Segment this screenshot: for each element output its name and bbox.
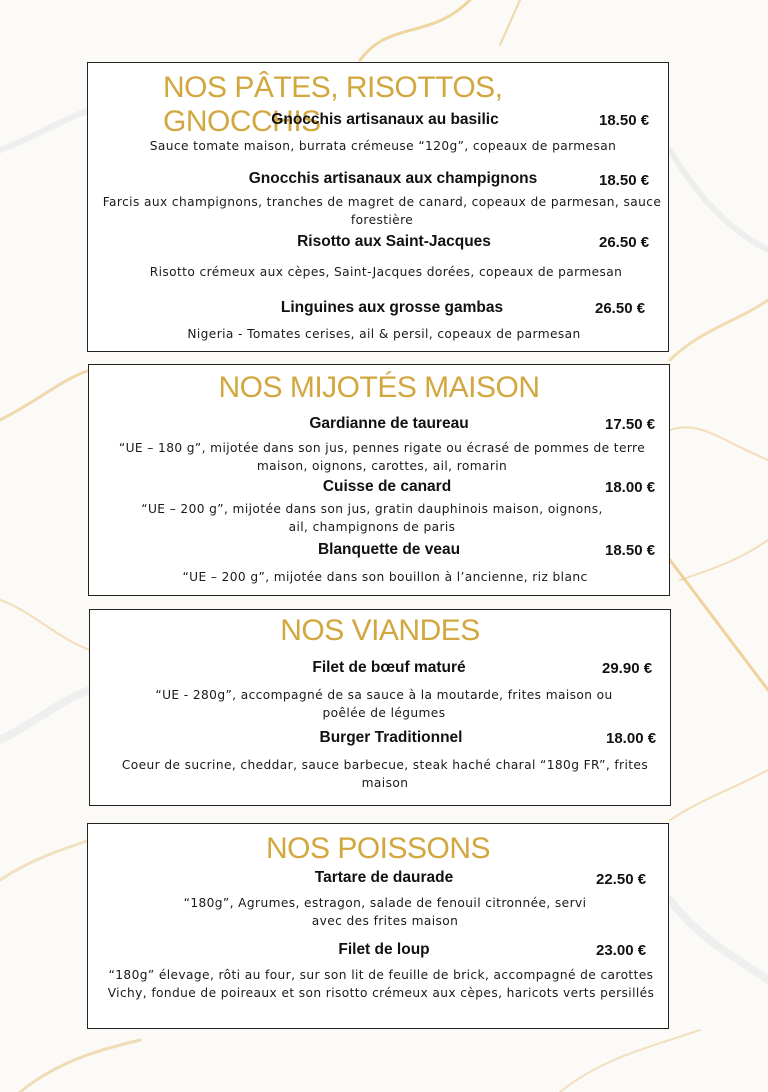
dish-name: Gardianne de taureau — [309, 415, 469, 432]
dish-description: “UE – 200 g”, mijotée dans son jus, gratin dauphinois maison, oignons, ail, champignons de paris — [141, 502, 603, 534]
section-viandes — [89, 609, 671, 806]
dish-name: Gnocchis artisanaux aux champignons — [248, 170, 538, 187]
dish-price: 23.00 € — [596, 942, 647, 959]
dish-price: 17.50 € — [605, 416, 656, 433]
section-pates — [87, 62, 669, 352]
dish-price: 18.50 € — [599, 172, 650, 189]
dish-name: Linguines aux grosse gambas — [280, 299, 504, 316]
dish-price: 22.50 € — [596, 871, 647, 888]
dish-name: Gnocchis artisanaux au basilic — [271, 111, 499, 128]
dish-price: 18.00 € — [606, 730, 657, 747]
dish-description: Nigeria - Tomates cerises, ail & persil, copeaux de parmesan — [187, 327, 581, 341]
dish-name: Filet de bœuf maturé — [312, 659, 466, 676]
dish-name: Risotto aux Saint-Jacques — [297, 233, 491, 250]
section-title: NOS VIANDES — [280, 614, 480, 647]
dish-description: “180g” élevage, rôti au four, sur son lit de feuille de brick, accompagné de carottes Vichy, fondue de poireaux et son risotto crémeux aux cèpes, haricots verts persillés — [107, 968, 655, 1000]
dish-description: “UE – 200 g”, mijotée dans son bouillon à l’ancienne, riz blanc — [182, 570, 588, 584]
dish-name: Filet de loup — [338, 941, 430, 958]
dish-description: “UE – 180 g”, mijotée dans son jus, pennes rigate ou écrasé de pommes de terre maison, oignons, carottes, ail, romarin — [118, 441, 646, 473]
dish-description: Farcis aux champignons, tranches de magret de canard, copeaux de parmesan, sauce forestière — [102, 195, 662, 227]
section-mijotes — [88, 364, 670, 596]
dish-description: Coeur de sucrine, cheddar, sauce barbecue, steak haché charal “180g FR”, frites maison — [121, 758, 649, 790]
dish-price: 26.50 € — [599, 234, 650, 251]
dish-description: “UE - 280g”, accompagné de sa sauce à la moutarde, frites maison ou poêlée de légumes — [155, 688, 613, 720]
dish-price: 29.90 € — [602, 660, 653, 677]
dish-name: Tartare de daurade — [314, 869, 454, 886]
dish-price: 26.50 € — [595, 300, 646, 317]
dish-price: 18.50 € — [599, 112, 650, 129]
section-title: NOS PÂTES, RISOTTOS, GNOCCHIS — [163, 71, 503, 138]
section-title: NOS POISSONS — [265, 832, 491, 865]
dish-name: Cuisse de canard — [322, 478, 452, 495]
section-poissons — [87, 823, 669, 1029]
dish-description: Sauce tomate maison, burrata crémeuse “120g”, copeaux de parmesan — [149, 139, 617, 153]
dish-name: Blanquette de veau — [317, 541, 461, 558]
dish-description: “180g”, Agrumes, estragon, salade de fenouil citronnée, servi avec des frites maison — [183, 896, 587, 928]
dish-name: Burger Traditionnel — [319, 729, 463, 746]
dish-description: Risotto crémeux aux cèpes, Saint-Jacques dorées, copeaux de parmesan — [149, 265, 623, 279]
dish-price: 18.50 € — [605, 542, 656, 559]
section-title: NOS MIJOTÉS MAISON — [218, 371, 540, 404]
dish-price: 18.00 € — [605, 479, 656, 496]
